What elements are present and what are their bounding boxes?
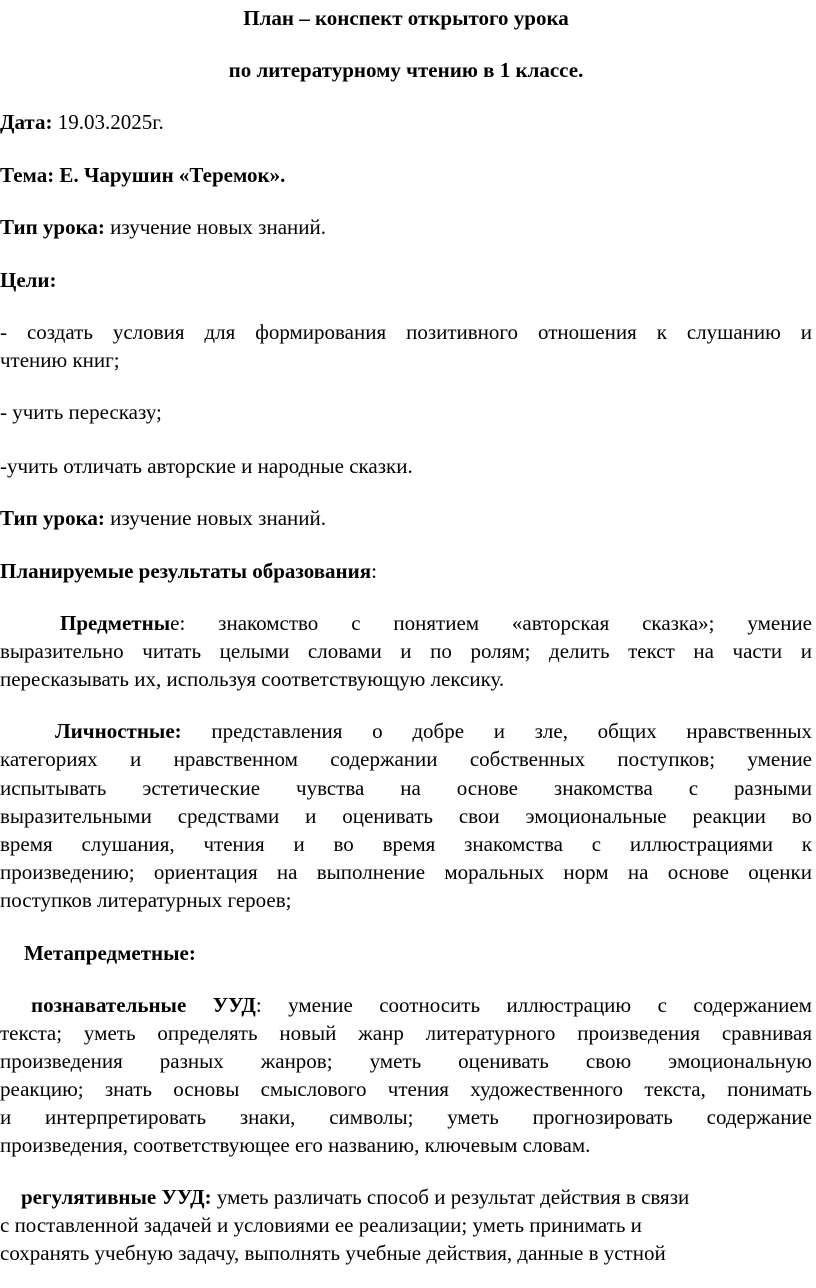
cognitive-uud-text-1: : умение соотносить иллюстрацию с содержанием xyxy=(255,993,812,1017)
cognitive-uud-text-2: текста; уметь определять новый жанр литературного произведения сравнивая xyxy=(0,1021,812,1045)
regulatory-uud-line-3 xyxy=(0,1238,812,1268)
cognitive-uud-text-4: реакцию; знать основы смыслового чтения художественного текста, понимать xyxy=(0,1077,812,1101)
results-heading xyxy=(0,556,812,586)
subject-results-line-1 xyxy=(60,608,812,638)
cognitive-uud-line-4 xyxy=(0,1074,812,1104)
results-heading-colon: : xyxy=(371,559,377,583)
personal-results-text-3: испытывать эстетические чувства на основе знакомства с разными xyxy=(0,776,812,800)
goal-item-3-text: -учить отличать авторские и народные сказки. xyxy=(0,454,413,478)
date-value: 19.03.2025г. xyxy=(52,110,164,134)
subject-results-label-suffix: е: xyxy=(170,611,186,635)
goal-item-3 xyxy=(0,451,812,481)
regulatory-uud-text-1: уметь различать способ и результат действия в связи xyxy=(211,1185,690,1209)
personal-results-line-4 xyxy=(0,801,812,831)
personal-results-text-2: категориях и нравственном содержании собственных поступков; умение xyxy=(0,747,812,771)
cognitive-uud-line-6 xyxy=(0,1130,812,1160)
lesson-type-line xyxy=(0,212,812,242)
regulatory-uud-line-1 xyxy=(21,1182,816,1212)
goal-item-1-text-1: - создать условия для формирования позитивного отношения к слушанию и xyxy=(0,320,812,344)
personal-results-line-6 xyxy=(0,857,812,887)
results-heading-text: Планируемые результаты образования xyxy=(0,559,372,583)
regulatory-uud-text-2: с поставленной задачей и условиями ее реализации; уметь принимать и xyxy=(0,1213,642,1237)
cognitive-uud-line-3 xyxy=(0,1046,812,1076)
personal-results-text-7: поступков литературных героев; xyxy=(0,888,292,912)
personal-results-text-1: представления о добре и зле, общих нравственных xyxy=(181,719,812,743)
goal-item-2-text: - учить пересказу; xyxy=(0,400,162,424)
personal-results-line-1 xyxy=(55,716,812,746)
personal-results-line-3 xyxy=(0,773,812,803)
date-line xyxy=(0,107,812,137)
personal-results-text-5: время слушания, чтения и во время знакомства с иллюстрациями к xyxy=(0,832,812,856)
goals-heading-text: Цели: xyxy=(0,268,57,292)
lesson-type-repeat-label: Тип урока: xyxy=(0,506,105,530)
title-line-1: План – конспект открытого урока xyxy=(243,6,569,30)
cognitive-uud-text-6: произведения, соответствующее его названию, ключевым словам. xyxy=(0,1133,591,1157)
lesson-type-label: Тип урока: xyxy=(0,215,105,239)
cognitive-uud-line-5 xyxy=(0,1102,812,1132)
regulatory-uud-line-2 xyxy=(0,1210,812,1240)
topic-line xyxy=(0,160,812,190)
goal-item-1-text-2: чтению книг; xyxy=(0,348,120,372)
cognitive-uud-line-1 xyxy=(31,990,812,1020)
personal-results-label: Личностные: xyxy=(55,719,182,743)
metasubject-heading xyxy=(24,938,816,968)
subject-results-text-2: выразительно читать целыми словами и по ролям; делить текст на части и xyxy=(0,639,812,663)
lesson-type-repeat-value: изучение новых знаний. xyxy=(104,506,326,530)
topic-text: Тема: Е. Чарушин «Теремок». xyxy=(0,163,286,187)
title-line-2: по литературному чтению в 1 классе. xyxy=(228,58,584,82)
document-subtitle xyxy=(0,55,812,85)
regulatory-uud-label: регулятивные УУД: xyxy=(21,1185,212,1209)
subject-results-line-2 xyxy=(0,636,812,666)
cognitive-uud-text-3: произведения разных жанров; уметь оценивать свою эмоциональную xyxy=(0,1049,812,1073)
goal-item-1-line-1 xyxy=(0,317,812,347)
date-label: Дата: xyxy=(0,110,53,134)
cognitive-uud-text-5: и интерпретировать знаки, символы; уметь прогнозировать содержание xyxy=(0,1105,812,1129)
lesson-type-value: изучение новых знаний. xyxy=(104,215,326,239)
lesson-type-line-repeat xyxy=(0,503,812,533)
subject-results-text-3: пересказывать их, используя соответствующую лексику. xyxy=(0,667,505,691)
personal-results-line-7 xyxy=(0,885,812,915)
goals-heading xyxy=(0,265,812,295)
metasubject-heading-text: Метапредметные: xyxy=(24,941,196,965)
subject-results-label: Предметны xyxy=(60,611,171,635)
subject-results-line-3 xyxy=(0,664,812,694)
regulatory-uud-text-3: сохранять учебную задачу, выполнять учебные действия, данные в устной xyxy=(0,1241,666,1265)
personal-results-text-4: выразительными средствами и оценивать свои эмоциональные реакции во xyxy=(0,804,812,828)
document-title xyxy=(0,3,812,33)
cognitive-uud-line-2 xyxy=(0,1018,812,1048)
subject-results-text-1: знакомство с понятием «авторская сказка»; умение xyxy=(185,611,812,635)
goal-item-1-line-2 xyxy=(0,345,812,375)
personal-results-line-2 xyxy=(0,744,812,774)
goal-item-2 xyxy=(0,397,812,427)
personal-results-line-5 xyxy=(0,829,812,859)
personal-results-text-6: произведению; ориентация на выполнение моральных норм на основе оценки xyxy=(0,860,812,884)
cognitive-uud-label: познавательные УУД xyxy=(31,993,256,1017)
